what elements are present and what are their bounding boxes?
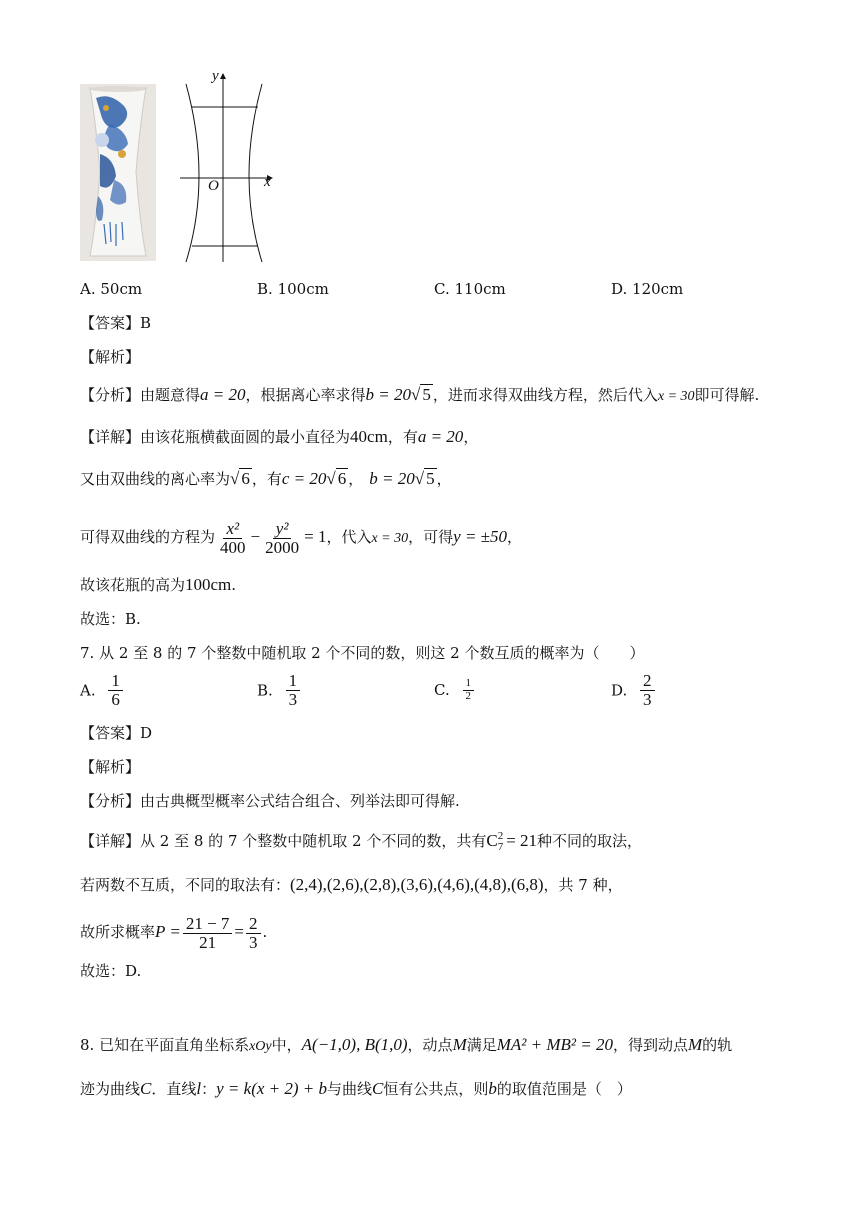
q6-option-a: A. 50cm [80, 280, 143, 298]
q7-option-d: D. $\frac{2}{3}$ [611, 672, 657, 709]
origin-label: O [208, 178, 219, 194]
q6-option-b: B. 100cm [257, 280, 329, 298]
q6-final: 故选：B. [80, 610, 141, 628]
q7-detail-3: 故所求概率P = $\frac{21 - 7}{21}$ = $\frac{2}{3}$ . [80, 913, 268, 952]
q6-jiexi: 【解析】 [80, 348, 141, 366]
q6-option-c: C. 110cm [434, 280, 506, 298]
q8-line-2: 迹为曲线C．直线l：y = k(x + 2) + b与曲线C恒有公共点，则b的取值范围是（ ） [80, 1079, 632, 1098]
q6-option-d: D. 120cm [611, 280, 684, 298]
q7-detail-2: 若两数不互质，不同的取法有：(2,4),(2,6),(2,8),(3,6),(4,6),(4,8),(6,8)，共 7 种， [80, 875, 623, 894]
q7-final: 故选：D. [80, 962, 142, 980]
hyperbola-diagram [178, 70, 278, 265]
right-branch [249, 84, 262, 262]
y-axis-label: y [212, 68, 219, 84]
q7-fenxi: 【分析】由古典概型概率公式结合组合、列举法即可得解. [80, 792, 460, 810]
q6-detail-4: 故该花瓶的高为100cm. [80, 575, 237, 594]
q6-detail-2: 又由双曲线的离心率为√ 6 ，有c = 20√ 6 ， b = 20√ 5 ， [80, 469, 452, 488]
q7-detail-1: 【详解】从 2 至 8 的 7 个整数中随机取 2 个不同的数，共有C 2 7 = 21种不同的取法， [80, 830, 643, 853]
q8-line-1: 8. 已知在平面直角坐标系xOy中，A(−1,0), B(1,0)，动点M满足MA² + MB² = 20，得到动点M的轨 [80, 1035, 733, 1054]
q6-answer: 【答案】B [80, 314, 152, 332]
vase-photo [80, 84, 156, 261]
q6-detail-1: 【详解】由该花瓶横截面圆的最小直径为40cm，有a = 20， [80, 427, 479, 446]
q6-fenxi: 【分析】由题意得a = 20，根据离心率求得b = 20√ 5 ，进而求得双曲线方程，然后代入x = 30即可得解. [80, 385, 760, 404]
q6-detail-3: 可得双曲线的方程为 $\frac{\text{x²}}{400}$ − $\frac{\text{y²}}{2000}$ = 1，代入x = 30，可得y = ±50， [80, 518, 523, 557]
q7-option-a: A. $\frac{1}{6}$ [80, 672, 125, 709]
q7-option-c: C. $\frac{1}{2}$ [434, 678, 476, 702]
x-axis-label: x [264, 174, 271, 190]
q7-option-b: B. $\frac{1}{3}$ [257, 672, 302, 709]
q7-jiexi: 【解析】 [80, 758, 141, 776]
q7-answer: 【答案】D [80, 724, 153, 742]
q7-stem: 7. 从 2 至 8 的 7 个整数中随机取 2 个不同的数，则这 2 个数互质的概率为（ ） [80, 644, 645, 662]
left-branch [186, 84, 199, 262]
